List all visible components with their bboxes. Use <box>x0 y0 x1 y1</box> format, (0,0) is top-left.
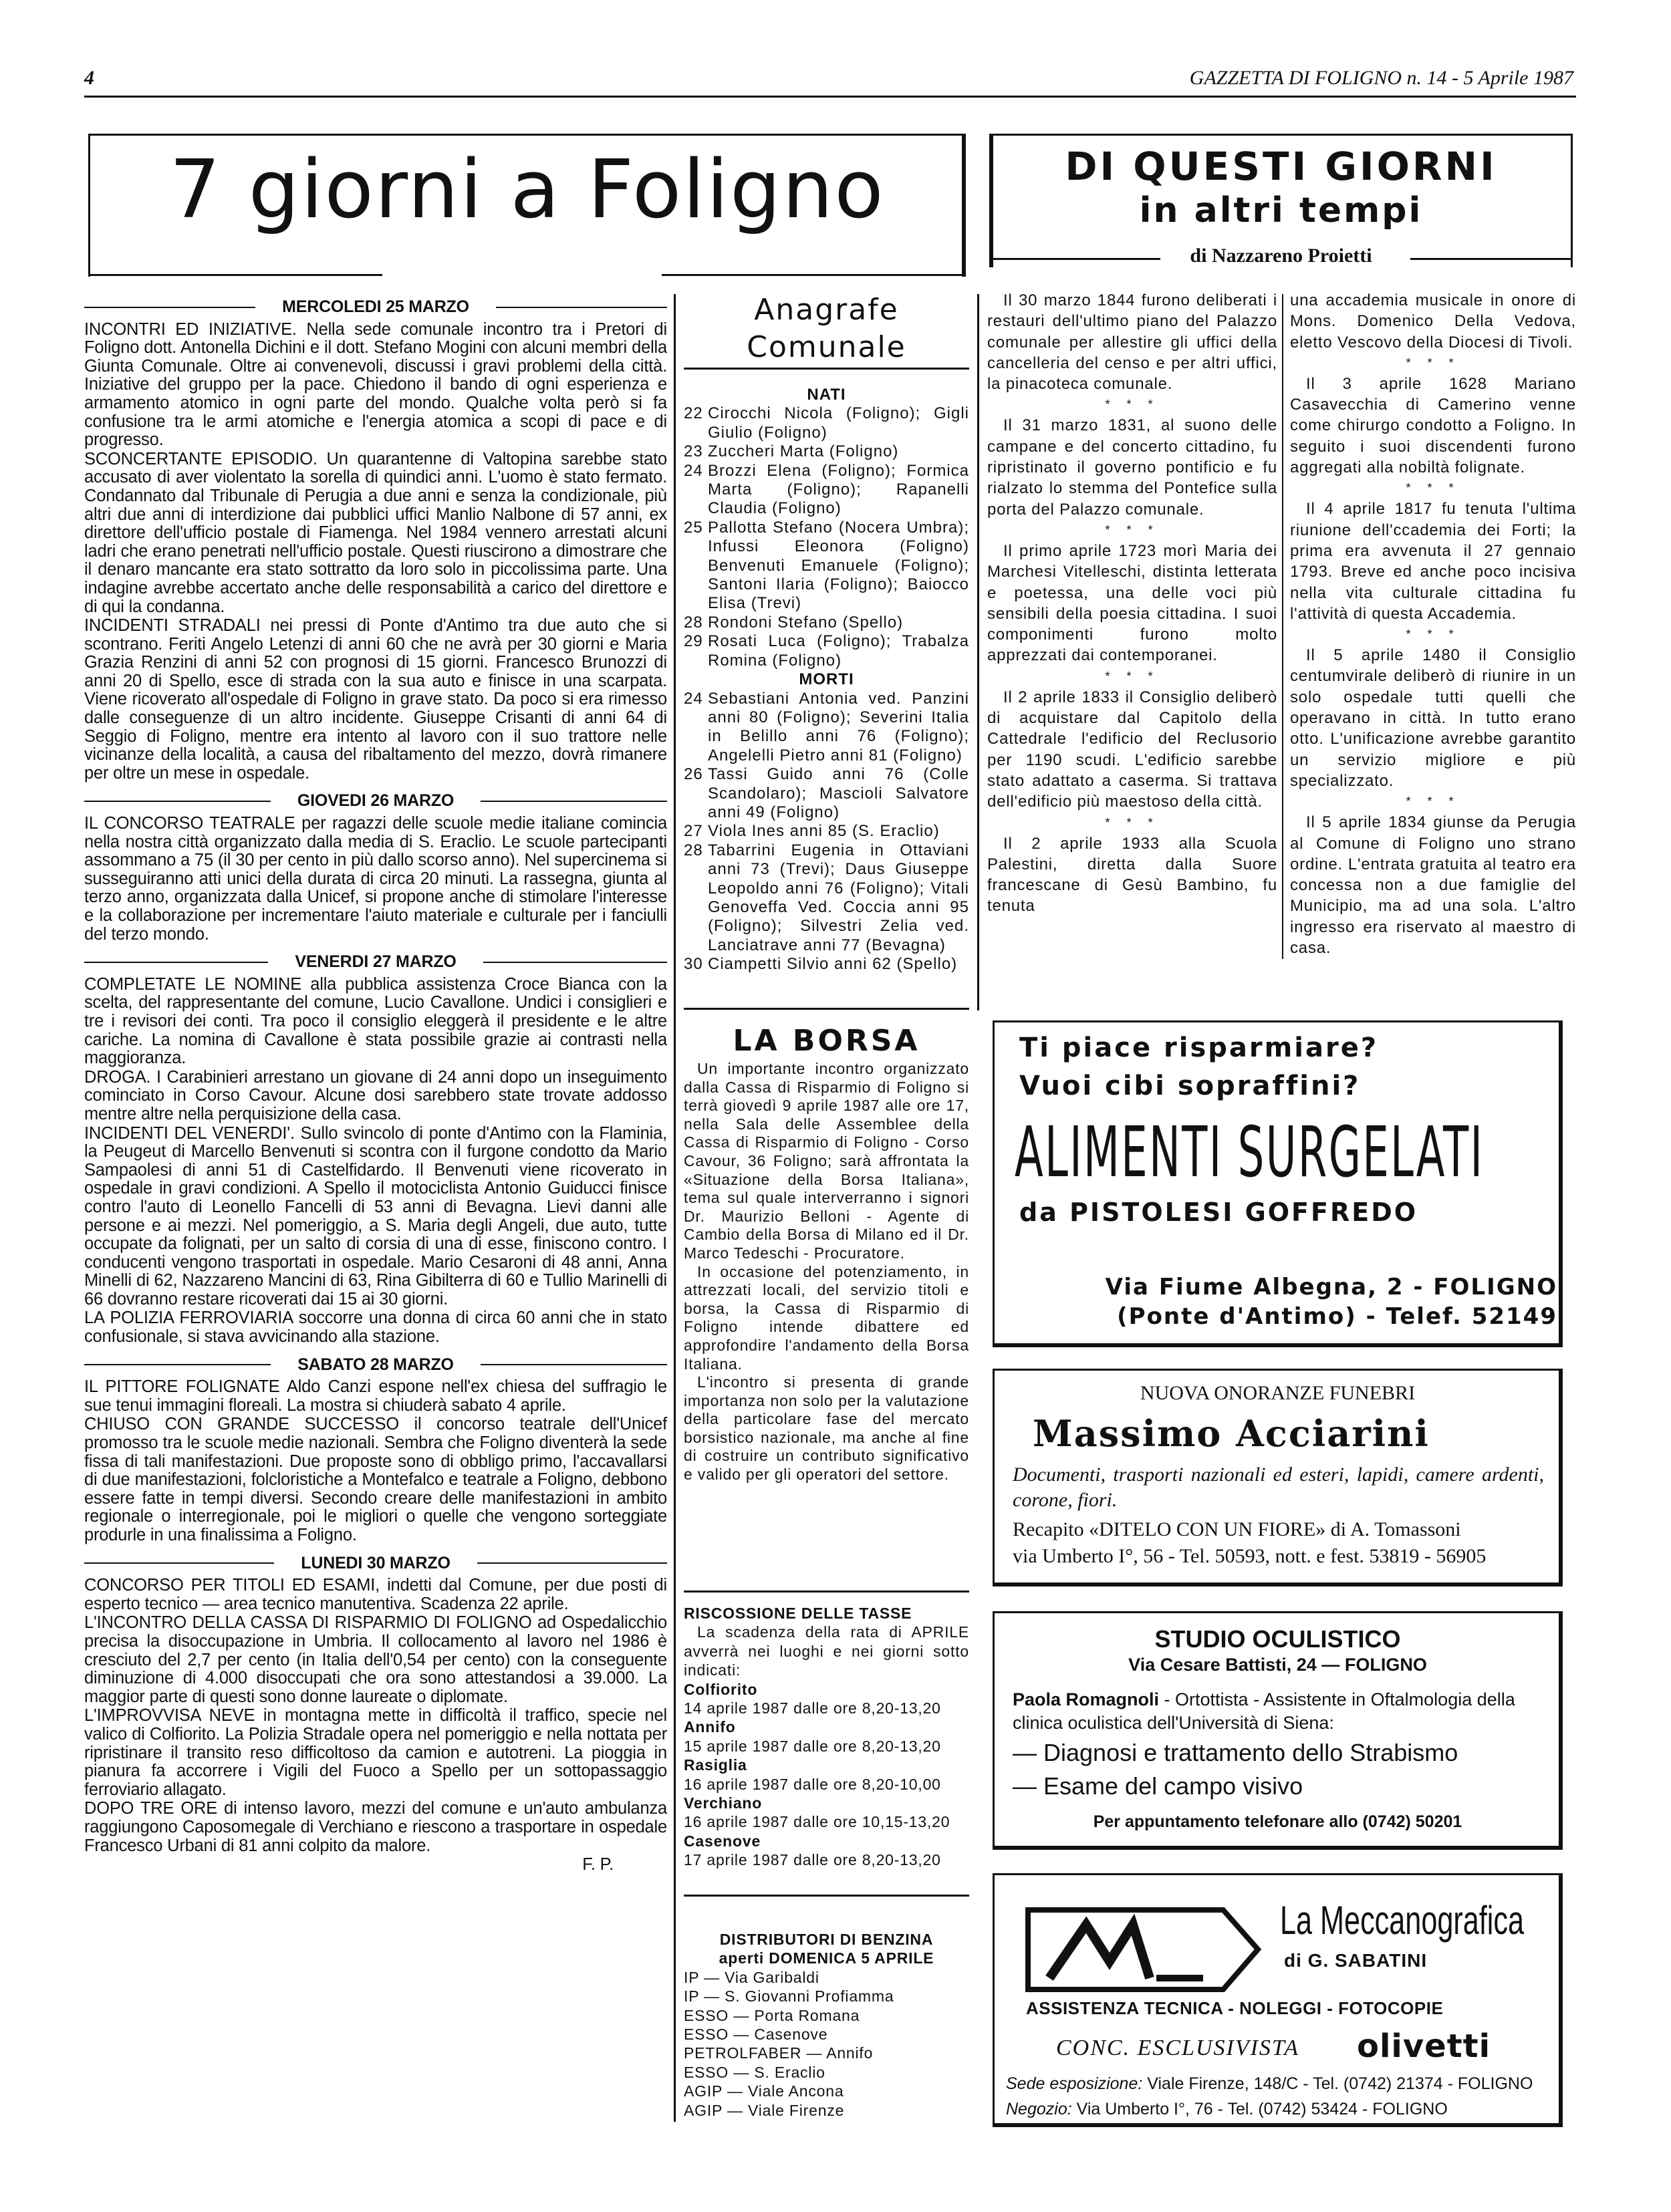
tasse-title: RISCOSSIONE DELLE TASSE <box>684 1605 912 1622</box>
separator: — <box>733 2006 750 2024</box>
history-subtitle: in altri tempi <box>1139 190 1423 231</box>
tasse-when: 15 aprile 1987 dalle ore 8,20-13,20 <box>684 1737 941 1755</box>
day-heading <box>84 298 667 317</box>
history-paragraph: una accademia musicale in onore di Mons. Domenico Della Vedova, eletto Vescovo della Diocesi di Tivoli. <box>1290 291 1576 352</box>
history-column-right <box>1290 290 1576 958</box>
day-label: SABATO 28 MARZO <box>297 1355 454 1374</box>
news-paragraph: SCONCERTANTE EPISODIO. Un quarantenne di Valtopina sarebbe stato accusato di aver violentato la sorella di quindici anni. L'uomo è stato fermato. Condannato dal Tribunale di Perugia a due anni e senza la condizionale, più altri due anni di interdizione dai pubblici uffici Manlio Nalbone di 57 anni, ex direttore dell'ufficio postale di Fiamenga. Nel 1984 vennero arrestati alcuni ladri che erano penetrati nell'ufficio postale. Questi riuscirono a dimostrare che il denaro mancante era stato sottratto da loro solo in piccolissima parte. Una indagine avrebbe accertato anche delle responsabilità a carico del direttore e di qui la condanna. <box>84 449 667 616</box>
brand: ESSO <box>684 2063 729 2081</box>
nati-entry <box>684 613 969 632</box>
entry-day: 28 <box>684 841 703 859</box>
column-divider <box>674 294 676 2122</box>
entry-text: Brozzi Elena (Foligno); Formica Marta (Foligno); Rapanelli Claudia (Foligno) <box>708 461 969 518</box>
entry-text: Rosati Luca (Foligno); Trabalza Romina (Foligno) <box>708 632 969 670</box>
borsa-paragraph: Un importante incontro organizzato dalla Cassa di Risparmio di Foligno si terrà giovedì 9 aprile 1987 alle ore 17, nella Sala delle Assemblee della Cassa di Risparmio di Foligno - Corso Cavour, 36 Foligno; sarà affrontata la «Situazione della Borsa Italiana», tema sul quale interverranno i signori Dr. Maurizio Belloni - Agente di Cambio della Borsa di Milano ed il Dr. Marco Tedeschi - Procuratore. <box>684 1060 969 1262</box>
separator: — <box>733 2026 750 2044</box>
news-paragraph: INCIDENTI DEL VENERDI'. Sullo svincolo di ponte d'Antimo con la Flaminia, la Peugeut di Marcello Benvenuti si scontra con il furgone condotto da Mario Sampaolesi di anni 51 di Castelfidardo. Il Benvenuti viene ricoverato in ospedale in gravi condizioni. A Spello il motociclista Antonio Guiducci finisce contro l'auto di Leonello Fancelli di 53 anni di Bevagna. Lievi danni alle persone e ai mezzi. Nel pomeriggio, a S. Maria degli Angeli, due auto, tutte occupate da folignati, per un salto di corsia di una di esse, finiscono contro. I conducenti vengono trasportati in ospedale. Mario Cesaroni di 48 anni, Anna Minelli di 62, Nazzareno Mancini di 63, Rina Gibilterra di 60 e Tullio Marinelli di 66 dovranno restare ricoverati dai 15 ai 30 giorni. <box>84 1123 667 1308</box>
borsa-text <box>684 1060 969 1484</box>
benzina-title: DISTRIBUTORI DI BENZINA <box>719 1931 934 1948</box>
benzina-section <box>684 1930 969 2120</box>
brand: ESSO <box>684 2006 729 2024</box>
history-paragraph: Il 4 aprile 1817 fu tenuta l'ultima riunione dell'ccademia dei Forti; la prima era avvenuta il 27 gennaio 1793. Breve ed anche poco incisiva nella vita culturale cittadina fu l'attività di questa Accademia. <box>1290 500 1576 623</box>
borsa-title: LA BORSA <box>733 1024 920 1058</box>
entry-text: Rondoni Stefano (Spello) <box>708 613 904 632</box>
entry-day: 29 <box>684 632 703 651</box>
heading-rule <box>477 1562 667 1564</box>
separator-stars: * * * <box>1406 481 1460 495</box>
ad-funebri-services: Documenti, trasporti nazionali ed esteri, lapidi, camere ardenti, corone, fiori. <box>1013 1464 1544 1511</box>
entry-day: 28 <box>684 613 703 632</box>
anagrafe-title: Anagrafe Comunale <box>684 291 969 370</box>
benzina-item <box>684 1968 969 1987</box>
ad-surgelati-address2: (Ponte d'Antimo) - Telef. 52149 <box>1117 1303 1557 1330</box>
page-number: 4 <box>84 67 94 89</box>
title-box-rule-left <box>88 274 382 276</box>
history-title: DI QUESTI GIORNI <box>1065 144 1497 189</box>
day-heading <box>84 953 667 972</box>
entry-day: 25 <box>684 518 703 537</box>
ad-surgelati-line2: Vuoi cibi sopraffini? <box>1019 1071 1361 1101</box>
brand: AGIP <box>684 2082 723 2100</box>
heading-rule <box>84 1364 271 1365</box>
diary-column <box>84 298 667 1875</box>
brand: PETROLFABER <box>684 2044 802 2062</box>
nati-entry <box>684 404 969 442</box>
day-label: VENERDI 27 MARZO <box>295 952 457 972</box>
benzina-item <box>684 2025 969 2044</box>
heading-rule <box>483 962 667 963</box>
separator: — <box>727 2082 743 2100</box>
diary-signature: F. P. <box>582 1855 614 1875</box>
meccanografica-logo-icon <box>1023 1905 1263 1995</box>
history-column-left <box>987 290 1277 917</box>
benzina-list <box>684 1968 969 2120</box>
place: Viale Ancona <box>747 2082 844 2100</box>
sede-label: Sede esposizione: <box>1006 2074 1143 2093</box>
anagrafe-section <box>684 291 969 974</box>
entry-text: Zuccheri Marta (Foligno) <box>708 442 899 461</box>
ad-funebri-address: via Umberto I°, 56 - Tel. 50593, nott. e fest. 53819 - 56905 <box>1013 1545 1487 1567</box>
brand: ESSO <box>684 2026 729 2044</box>
morti-entry <box>684 690 969 766</box>
borsa-section <box>684 1022 969 1484</box>
separator-stars: * * * <box>1105 669 1160 683</box>
heading-rule <box>84 307 255 308</box>
tasse-place: Casenove <box>684 1832 761 1850</box>
section-rule <box>684 1008 969 1010</box>
brand: IP <box>684 1968 699 1986</box>
ad-meccanografica-owner: di G. SABATINI <box>1284 1950 1428 1971</box>
nati-list <box>684 404 969 670</box>
place: S. Eraclio <box>754 2063 825 2081</box>
ad-oculistico-address: Via Cesare Battisti, 24 — FOLIGNO <box>1128 1655 1427 1675</box>
heading-rule <box>84 962 268 963</box>
entry-day: 24 <box>684 689 703 708</box>
nati-entry <box>684 632 969 670</box>
header-rule <box>84 96 1576 98</box>
morti-label: MORTI <box>799 670 854 689</box>
separator-stars: * * * <box>1105 523 1160 537</box>
day-heading <box>84 1356 667 1375</box>
tasse-place: Annifo <box>684 1718 736 1736</box>
ad-funebri-kicker: NUOVA ONORANZE FUNEBRI <box>1140 1382 1416 1404</box>
brand: IP <box>684 1987 699 2006</box>
heading-rule <box>481 801 667 802</box>
tasse-section <box>684 1604 969 1870</box>
ad-surgelati-address1: Via Fiume Albegna, 2 - FOLIGNO <box>1105 1274 1557 1300</box>
separator-stars: * * * <box>1105 815 1160 829</box>
sede-text: Viale Firenze, 148/C - Tel. (0742) 21374 - FOLIGNO <box>1147 2074 1533 2093</box>
entry-day: 30 <box>684 955 703 974</box>
news-paragraph: COMPLETATE LE NOMINE alla pubblica assistenza Croce Bianca con la scelta, del rappresentante del comune, Lucio Cavallone. Undici i consiglieri e tre i revisori dei conti. Tra poco il consiglio eleggerà il presidente e le altre cariche. La nomina di Cavallone è stata possibile grazie ai contrasti nella maggioranza. <box>84 974 667 1068</box>
place: Via Garibaldi <box>725 1968 819 1986</box>
tasse-place: Rasiglia <box>684 1756 747 1774</box>
brand: AGIP <box>684 2101 723 2119</box>
borsa-paragraph: In occasione del potenziamento, in attrezzati locali, del servizio titoli e borsa, la Cassa di Risparmio di Foligno intende dibattere ed approfondire l'andamento della Borsa Italiana. <box>684 1262 969 1373</box>
history-paragraph: Il primo aprile 1723 morì Maria dei Marchesi Vitelleschi, distinta letterata e poetessa, una delle voci più sensibili della poesia cittadina. I suoi componimenti furono molto apprezzati dai contemporanei. <box>987 541 1277 665</box>
history-paragraph: Il 30 marzo 1844 furono deliberati i restauri dell'ultimo piano del Palazzo comunale per allestire gli uffici della cancelleria del censo e per altri uffici, la pinacoteca comunale. <box>987 291 1277 394</box>
separator-stars: * * * <box>1406 795 1460 809</box>
tasse-when: 14 aprile 1987 dalle ore 8,20-13,20 <box>684 1699 941 1717</box>
history-paragraph: Il 2 aprile 1833 il Consiglio deliberò di acquistare dal Capitolo della Cattedrale l'edificio del Reclusorio per 1190 scudi. L'edificio sarebbe stato adattato a caserma. Si trattava dell'edificio più maestoso della città. <box>987 688 1277 811</box>
ad-surgelati-line1: Ti piace risparmiare? <box>1019 1032 1379 1063</box>
nati-label: NATI <box>807 386 846 404</box>
separator: — <box>704 1987 720 2006</box>
entry-text: Tassi Guido anni 76 (Colle Scandolaro); Mascioli Salvatore anni 49 (Foligno) <box>708 765 969 821</box>
entry-day: 26 <box>684 765 703 784</box>
section-title: 7 giorni a Foligno <box>169 144 885 237</box>
nati-entry <box>684 519 969 613</box>
place: Casenove <box>754 2026 828 2044</box>
heading-rule <box>84 801 271 802</box>
tasse-when: 16 aprile 1987 dalle ore 8,20-10,00 <box>684 1775 941 1793</box>
tasse-place: Colfiorito <box>684 1680 758 1698</box>
news-paragraph: LA POLIZIA FERROVIARIA soccorre una donna di circa 60 anni che in stato confusionale, si stava avvicinando alla stazione. <box>84 1308 667 1347</box>
tasse-list <box>684 1680 969 1870</box>
ad-oculistico-contact: Per appuntamento telefonare allo (0742) 50201 <box>1093 1812 1462 1831</box>
morti-entry <box>684 841 969 955</box>
history-paragraph: Il 2 aprile 1933 alla Scuola Palestini, diretta dalla Suore francescane di Gesù Bambino, fu tenuta <box>987 834 1277 916</box>
ad-funebri-recapito: Recapito «DITELO CON UN FIORE» di A. Tomassoni <box>1013 1518 1461 1540</box>
entry-text: Pallotta Stefano (Nocera Umbra); Infussi Eleonora (Foligno) Benvenuti Emanuele (Foligno); Santoni Ilaria (Foligno); Baiocco Elisa (Trevi) <box>708 518 969 613</box>
separator-stars: * * * <box>1105 398 1160 412</box>
ad-oculistico-item1: — Diagnosi e trattamento dello Strabismo <box>1013 1739 1458 1766</box>
place: Porta Romana <box>754 2006 860 2024</box>
news-paragraph: IL PITTORE FOLIGNATE Aldo Canzi espone nell'ex chiesa del suffragio le sue tenui immagini floreali. La mostra si chiuderà sabato 4 aprile. <box>84 1377 667 1415</box>
column-divider <box>1282 294 1283 959</box>
tasse-place: Verchiano <box>684 1794 763 1812</box>
entry-text: Tabarrini Eugenia in Ottaviani anni 73 (Trevi); Daus Giuseppe Leopoldo anni 76 (Foligno); Vitali Genoveffa Ved. Coccia anni 95 (Foligno); Silvestri Zelia ved. Lanciatrave anni 77 (Bevagna) <box>708 841 969 954</box>
morti-entry <box>684 955 969 974</box>
entry-day: 22 <box>684 404 703 423</box>
separator-stars: * * * <box>1406 356 1460 370</box>
nati-entry <box>684 462 969 519</box>
day-label: LUNEDI 30 MARZO <box>301 1553 451 1572</box>
entry-text: Viola Ines anni 85 (S. Eraclio) <box>708 822 940 841</box>
entry-text: Sebastiani Antonia ved. Panzini anni 80 (Foligno); Severini Italia in Belillo anni 76 (Foligno); Angelelli Pietro anni 81 (Foligno) <box>708 689 969 765</box>
news-paragraph: IL CONCORSO TEATRALE per ragazzi delle scuole medie italiane comincia nella nostra città organizzato dalla media di S. Eraclio. Le scuole partecipanti assommano a 75 (il 30 per cento in più dallo scorso anno). Nel supercinema si susseguiranno atti unici della durata di circa 20 minuti. La rassegna, giunta al terzo anno, organizzata dalla Unicef, si propone anche di stimolare l'interesse e la collaborazione per incrementare l'aiuto materiale e culturale per i fanciulli del terzo mondo. <box>84 814 667 944</box>
benzina-item <box>684 2082 969 2100</box>
day-heading <box>84 1554 667 1573</box>
history-paragraph: Il 3 aprile 1628 Mariano Casavecchia di Camerino venne come chirurgo condotto a Foligno. In seguito i suoi discendenti furono aggregati alla nobiltà folignate. <box>1290 374 1576 477</box>
entry-day: 23 <box>684 442 703 461</box>
benzina-item <box>684 2044 969 2062</box>
separator: — <box>727 2101 743 2119</box>
ad-surgelati-headline: ALIMENTI SURGELATI <box>1015 1111 1485 1193</box>
ad-oculistico-name: Paola Romagnoli <box>1013 1689 1160 1709</box>
morti-entry <box>684 822 969 841</box>
ad-oculistico-item2: — Esame del campo visivo <box>1013 1772 1303 1800</box>
news-paragraph: INCIDENTI STRADALI nei pressi di Ponte d'Antimo tra due auto che si scontrano. Feriti Angelo Letenzi di anni 60 che ne avrà per 30 giorni e Maria Grazia Renzini di anni 52 con prognosi di 15 giorni. Francesco Brunozzi di anni 20 di Spello, esce di strada con la sua auto e finisce in una scarpata. Viene ricoverato all'ospedale di Foligno in grave stato. Da poco si era rimesso dalle conseguenze di un altro incidente. Giuseppe Crisanti di anni 64 di Seggio di Foligno, mentre era intento al lavoro con il suo trattore nelle vicinanze della località, a causa del ribaltamento del mezzo, dovrà rimanere per oltre un mese in ospedale. <box>84 616 667 783</box>
tasse-when: 16 aprile 1987 dalle ore 10,15-13,20 <box>684 1813 950 1831</box>
news-paragraph: CONCORSO PER TITOLI ED ESAMI, indetti dal Comune, per due posti di esperto tecnico — area tecnico manutentiva. Scadenza 22 aprile. <box>84 1576 667 1613</box>
title-box-rule-right <box>662 274 966 276</box>
benzina-item <box>684 1987 969 2006</box>
section-rule <box>684 1895 969 1897</box>
day-heading <box>84 792 667 811</box>
ad-meccanografica-services: ASSISTENZA TECNICA - NOLEGGI - FOTOCOPIE <box>1026 1998 1444 2018</box>
news-paragraph: DOPO TRE ORE di intenso lavoro, mezzi del comune e un'auto ambulanza raggiungono Caposomegale di Verchiano e riescono a trasportare in ospedale Francesco Urbani di 81 anni colpito da malore. <box>84 1799 667 1855</box>
history-paragraph: Il 5 aprile 1834 giunse da Perugia al Comune di Foligno uno strano ordine. L'entrata gratuita al teatro era concessa non a due famiglie del Municipio, ma ad una sola. L'altro ingresso era riservato al maestro di casa. <box>1290 813 1576 958</box>
ad-oculistico-desc <box>1013 1688 1544 1735</box>
negozio-label: Negozio: <box>1006 2100 1072 2118</box>
heading-rule <box>481 1364 667 1365</box>
news-paragraph: DROGA. I Carabinieri arrestano un giovane di 24 anni dopo un inseguimento cominciato in Corso Cavour. Alcune dosi sarebbero state trovate addosso mentre altre nella perquisizione della casa. <box>84 1067 667 1123</box>
entry-text: Ciampetti Silvio anni 62 (Spello) <box>708 955 958 974</box>
news-paragraph: L'IMPROVVISA NEVE in montagna mette in difficoltà il traffico, specie nel valico di Colfiorito. La Polizia Stradale opera nel pomeriggio e nella nottata per ripristinare il transito reso difficoltoso da camion e autotreni. La pioggia in pianura fa accorrere i Vigili del Fuoco a Spello per un sottopassaggio ferroviario allagato. <box>84 1706 667 1799</box>
ad-funebri-name: Massimo Acciarini <box>1033 1412 1430 1455</box>
ad-meccanografica-conc: CONC. ESCLUSIVISTA <box>1056 2036 1300 2060</box>
news-paragraph: L'INCONTRO DELLA CASSA DI RISPARMIO DI FOLIGNO ad Ospedalicchio precisa la disoccupazione in Umbria. Il collocamento al lavoro nel 1986 è cresciuto del 2,7 per cento (in Italia dell'0,54 per cento) con la conseguente diminuzione di 4.000 disoccupati che ora sono attestandosi a 39.000. La maggior parte di questi sono donne laureate o diplomate. <box>84 1613 667 1706</box>
news-paragraph: INCONTRI ED INIZIATIVE. Nella sede comunale incontro tra i Pretori di Foligno dott. Antonella Dichini e il dott. Stefano Mogini con alcuni membri della Giunta Comunale. Oltre ai convenevoli, discussi i gravi problemi della città. Iniziative del gruppo per la pace. Chiedono il bando di ogni esperienza e armamento atomico in ogni parte del mondo. Qualche volta però si fa confusione tra le armi atomiche e l'energia atomica a scopi di pace e di progresso. <box>84 319 667 450</box>
entry-day: 24 <box>684 461 703 480</box>
ad-oculistico-title: STUDIO OCULISTICO <box>1154 1625 1401 1653</box>
heading-rule <box>496 307 667 308</box>
morti-entry <box>684 765 969 822</box>
negozio-text: Via Umberto I°, 76 - Tel. (0742) 53424 - FOLIGNO <box>1076 2100 1448 2118</box>
ad-oculistico-desc-text: - Ortottista - Assistente in Oftalmologia della clinica oculistica dell'Università di Siena: <box>1013 1689 1515 1733</box>
benzina-subtitle: aperti DOMENICA 5 APRILE <box>719 1949 934 1967</box>
place: S. Giovanni Profiamma <box>725 1987 894 2006</box>
day-label: GIOVEDI 26 MARZO <box>297 791 455 811</box>
ad-meccanografica-name: La Meccanografica <box>1280 1898 1525 1943</box>
day-label: MERCOLEDI 25 MARZO <box>282 297 469 316</box>
ad-surgelati-owner: da PISTOLESI GOFFREDO <box>1019 1198 1418 1227</box>
separator: — <box>733 2063 750 2081</box>
issue-info: GAZZETTA DI FOLIGNO n. 14 - 5 Aprile 1987 <box>1189 67 1573 89</box>
benzina-item <box>684 2006 969 2025</box>
separator: — <box>806 2044 823 2062</box>
morti-list <box>684 690 969 974</box>
column-divider <box>977 294 979 1010</box>
nati-entry <box>684 442 969 461</box>
place: Viale Firenze <box>747 2101 845 2119</box>
separator-stars: * * * <box>1406 628 1460 642</box>
section-rule <box>684 1591 969 1593</box>
heading-rule <box>84 1562 274 1564</box>
history-byline: di Nazzareno Proietti <box>1190 245 1372 267</box>
news-paragraph: CHIUSO CON GRANDE SUCCESSO il concorso teatrale dell'Unicef promosso tra le scuole medie nazionali. Sembra che Foligno diventerà la sede fissa di tali manifestazioni. Due proposte sono di obbligo primo, l'accavallarsi di due manifestazioni, folcloristiche a Montefalco e teatrale a Foligno, debbono essere fatte in tempi diversi. Secondo creare delle manifestazioni in ambito regionale o interregionale, poi le migliori o quelle che vengono sorteggiate produrle in una finalissima a Foligno. <box>84 1415 667 1544</box>
olivetti-logo: olivetti <box>1357 2028 1491 2065</box>
history-paragraph: Il 5 aprile 1480 il Consiglio centumvirale deliberò di riunire in un solo ospedale tutti quelli che operavano in città. In tutto erano otto. L'unificazione avrebbe garantito un servizio migliore e più specializzato. <box>1290 646 1576 790</box>
entry-day: 27 <box>684 822 703 841</box>
benzina-item <box>684 2101 969 2120</box>
benzina-item <box>684 2063 969 2082</box>
ad-meccanografica-negozio <box>1006 2100 1448 2119</box>
tasse-when: 17 aprile 1987 dalle ore 8,20-13,20 <box>684 1851 941 1869</box>
tasse-intro: La scadenza della rata di APRILE avverrà nei luoghi e nei giorni sotto indicati: <box>684 1623 969 1679</box>
entry-text: Cirocchi Nicola (Foligno); Gigli Giulio (Foligno) <box>708 404 969 442</box>
place: Annifo <box>826 2044 874 2062</box>
separator: — <box>704 1968 720 1986</box>
ad-meccanografica-sede <box>1006 2074 1533 2094</box>
borsa-paragraph: L'incontro si presenta di grande importanza non solo per la valutazione della particolare fase del mercato borsistico nazionale, ma anche al fine di costruire un contributo significativo e valido per gli operatori del settore. <box>684 1373 969 1484</box>
history-paragraph: Il 31 marzo 1831, al suono delle campane e del concerto cittadino, fu ripristinato il governo pontificio e fu rialzato lo stemma del Pontefice sulla porta del Palazzo comunale. <box>987 416 1277 519</box>
